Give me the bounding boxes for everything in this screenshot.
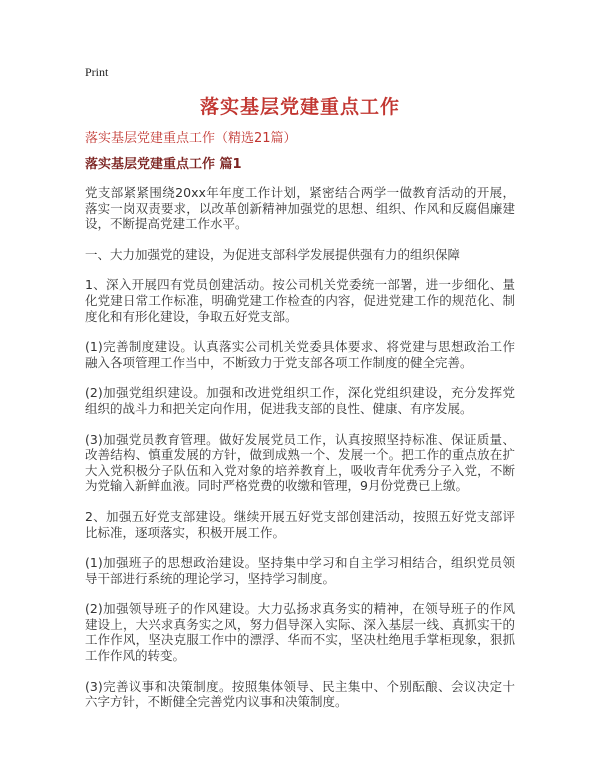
print-button[interactable]: Print — [85, 65, 109, 79]
paragraph-item-2-2: (2)加强领导班子的作风建设。大力弘扬求真务实的精神，在领导班子的作风建设上，大兴求真务实之风，努力倡导深入实际、深入基层一线、真抓实干的工作作风，坚决克服工作中的漂浮、华而不实，坚决杜绝甩手掌柜现象，狠抓工作作风的转变。 — [85, 601, 515, 664]
paragraph-item-2: 2、加强五好党支部建设。继续开展五好党支部创建活动，按照五好党支部评比标准，逐项落实，积极开展工作。 — [85, 508, 515, 540]
paragraph-item-2-1: (1)加强班子的思想政治建设。坚持集中学习和自主学习相结合，组织党员领导干部进行系统的理论学习，坚持学习制度。 — [85, 555, 515, 586]
section-heading: 落实基层党建重点工作 篇1 — [85, 157, 242, 172]
paragraph-item-1-2: (2)加强党组织建设。加强和改进党组织工作，深化党组织建设，充分发挥党组织的战斗力和把关定向作用，促进我支部的良性、健康、有序发展。 — [85, 385, 515, 416]
page-title: 落实基层党建重点工作 — [199, 96, 400, 118]
paragraph-item-1-1: (1)完善制度建设。认真落实公司机关党委具体要求、将党建与思想政治工作融入各项管理工作当中，不断致力于党支部各项工作制度的健全完善。 — [85, 339, 515, 370]
paragraph-section-1-title: 一、大力加强党的建设，为促进支部科学发展提供强有力的组织保障 — [85, 246, 461, 262]
paragraph-item-1: 1、深入开展四有党员创建活动。按公司机关党委统一部署，进一步细化、量化党建日常工作标准，明确党建工作检查的内容，促进党建工作的规范化、制度化和有形化建设，争取五好党支部。 — [85, 277, 515, 324]
article-body — [85, 185, 515, 710]
paragraph-item-2-3: (3)完善议事和决策制度。按照集体领导、民主集中、个别酝酿、会议决定十六字方针，不断健全完善党内议事和决策制度。 — [85, 678, 515, 710]
paragraph-intro: 党支部紧紧围绕20xx年年度工作计划，紧密结合两学一做教育活动的开展，落实一岗双责要求，以改革创新精神加强党的思想、组织、作风和反腐倡廉建设，不断提高党建工作水平。 — [85, 185, 515, 232]
paragraph-item-1-3: (3)加强党员教育管理。做好发展党员工作，认真按照坚持标准、保证质量、改善结构、慎重发展的方针，做到成熟一个、发展一个。把工作的重点放在扩大入党积极分子队伍和入党对象的培养教育上，吸收青年优秀分子入党，不断为党输入新鲜血液。同时严格党费的收缴和管理，9月份党费已上缴。 — [85, 431, 515, 494]
article-subtitle: 落实基层党建重点工作（精选21篇） — [85, 131, 297, 146]
